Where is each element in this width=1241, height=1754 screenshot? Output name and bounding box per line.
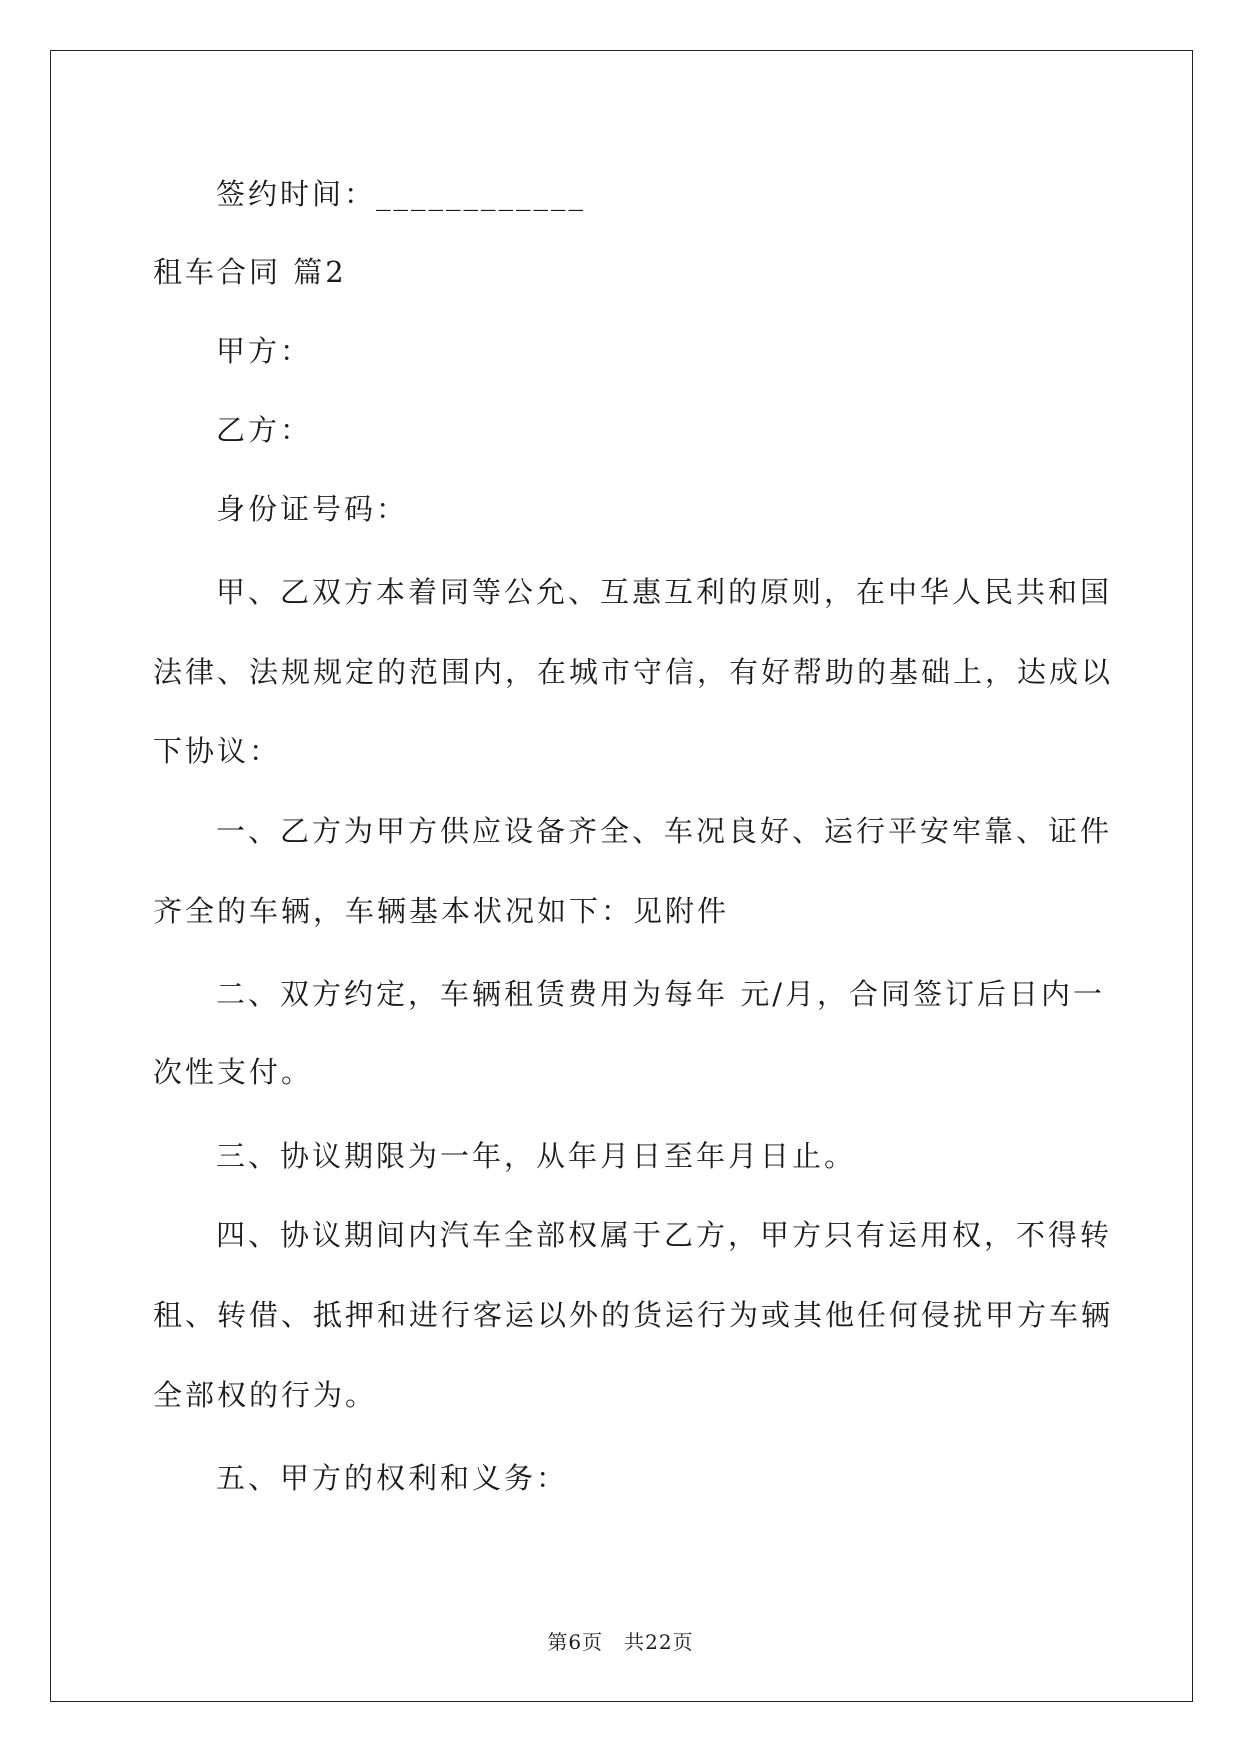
paragraph-line: 法律、法规规定的范围内，在城市守信，有好帮助的基础上，达成以 bbox=[153, 655, 1114, 689]
paragraph-line: 二、双方约定，车辆租赁费用为每年 元/月，合同签订后日内一 bbox=[216, 977, 1105, 1011]
paragraph-line: 全部权的行为。 bbox=[153, 1378, 378, 1412]
paragraph-line: 租、转借、抵押和进行客运以外的货运行为或其他任何侵扰甲方车辆 bbox=[153, 1298, 1114, 1332]
section-heading: 租车合同 篇2 bbox=[153, 255, 347, 289]
signing-time-line: 签约时间：____________ bbox=[216, 177, 587, 211]
paragraph-line: 五、甲方的权利和义务： bbox=[216, 1461, 569, 1495]
paragraph-line: 四、协议期间内汽车全部权属于乙方，甲方只有运用权，不得转 bbox=[216, 1218, 1113, 1252]
paragraph-line: 齐全的车辆，车辆基本状况如下：见附件 bbox=[153, 894, 730, 928]
paragraph-line: 一、乙方为甲方供应设备齐全、车况良好、运行平安牢靠、证件 bbox=[216, 814, 1113, 848]
party-a-line: 甲方： bbox=[216, 334, 313, 368]
party-b-line: 乙方： bbox=[216, 413, 313, 447]
page-frame bbox=[50, 50, 1193, 1702]
paragraph-line: 下协议： bbox=[153, 734, 282, 768]
page-number-footer: 第6页 共22页 bbox=[547, 1630, 694, 1654]
id-number-line: 身份证号码： bbox=[216, 492, 409, 526]
paragraph-line: 三、协议期限为一年，从年月日至年月日止。 bbox=[216, 1139, 857, 1173]
paragraph-line: 次性支付。 bbox=[153, 1055, 314, 1089]
paragraph-line: 甲、乙双方本着同等公允、互惠互利的原则，在中华人民共和国 bbox=[216, 575, 1113, 609]
